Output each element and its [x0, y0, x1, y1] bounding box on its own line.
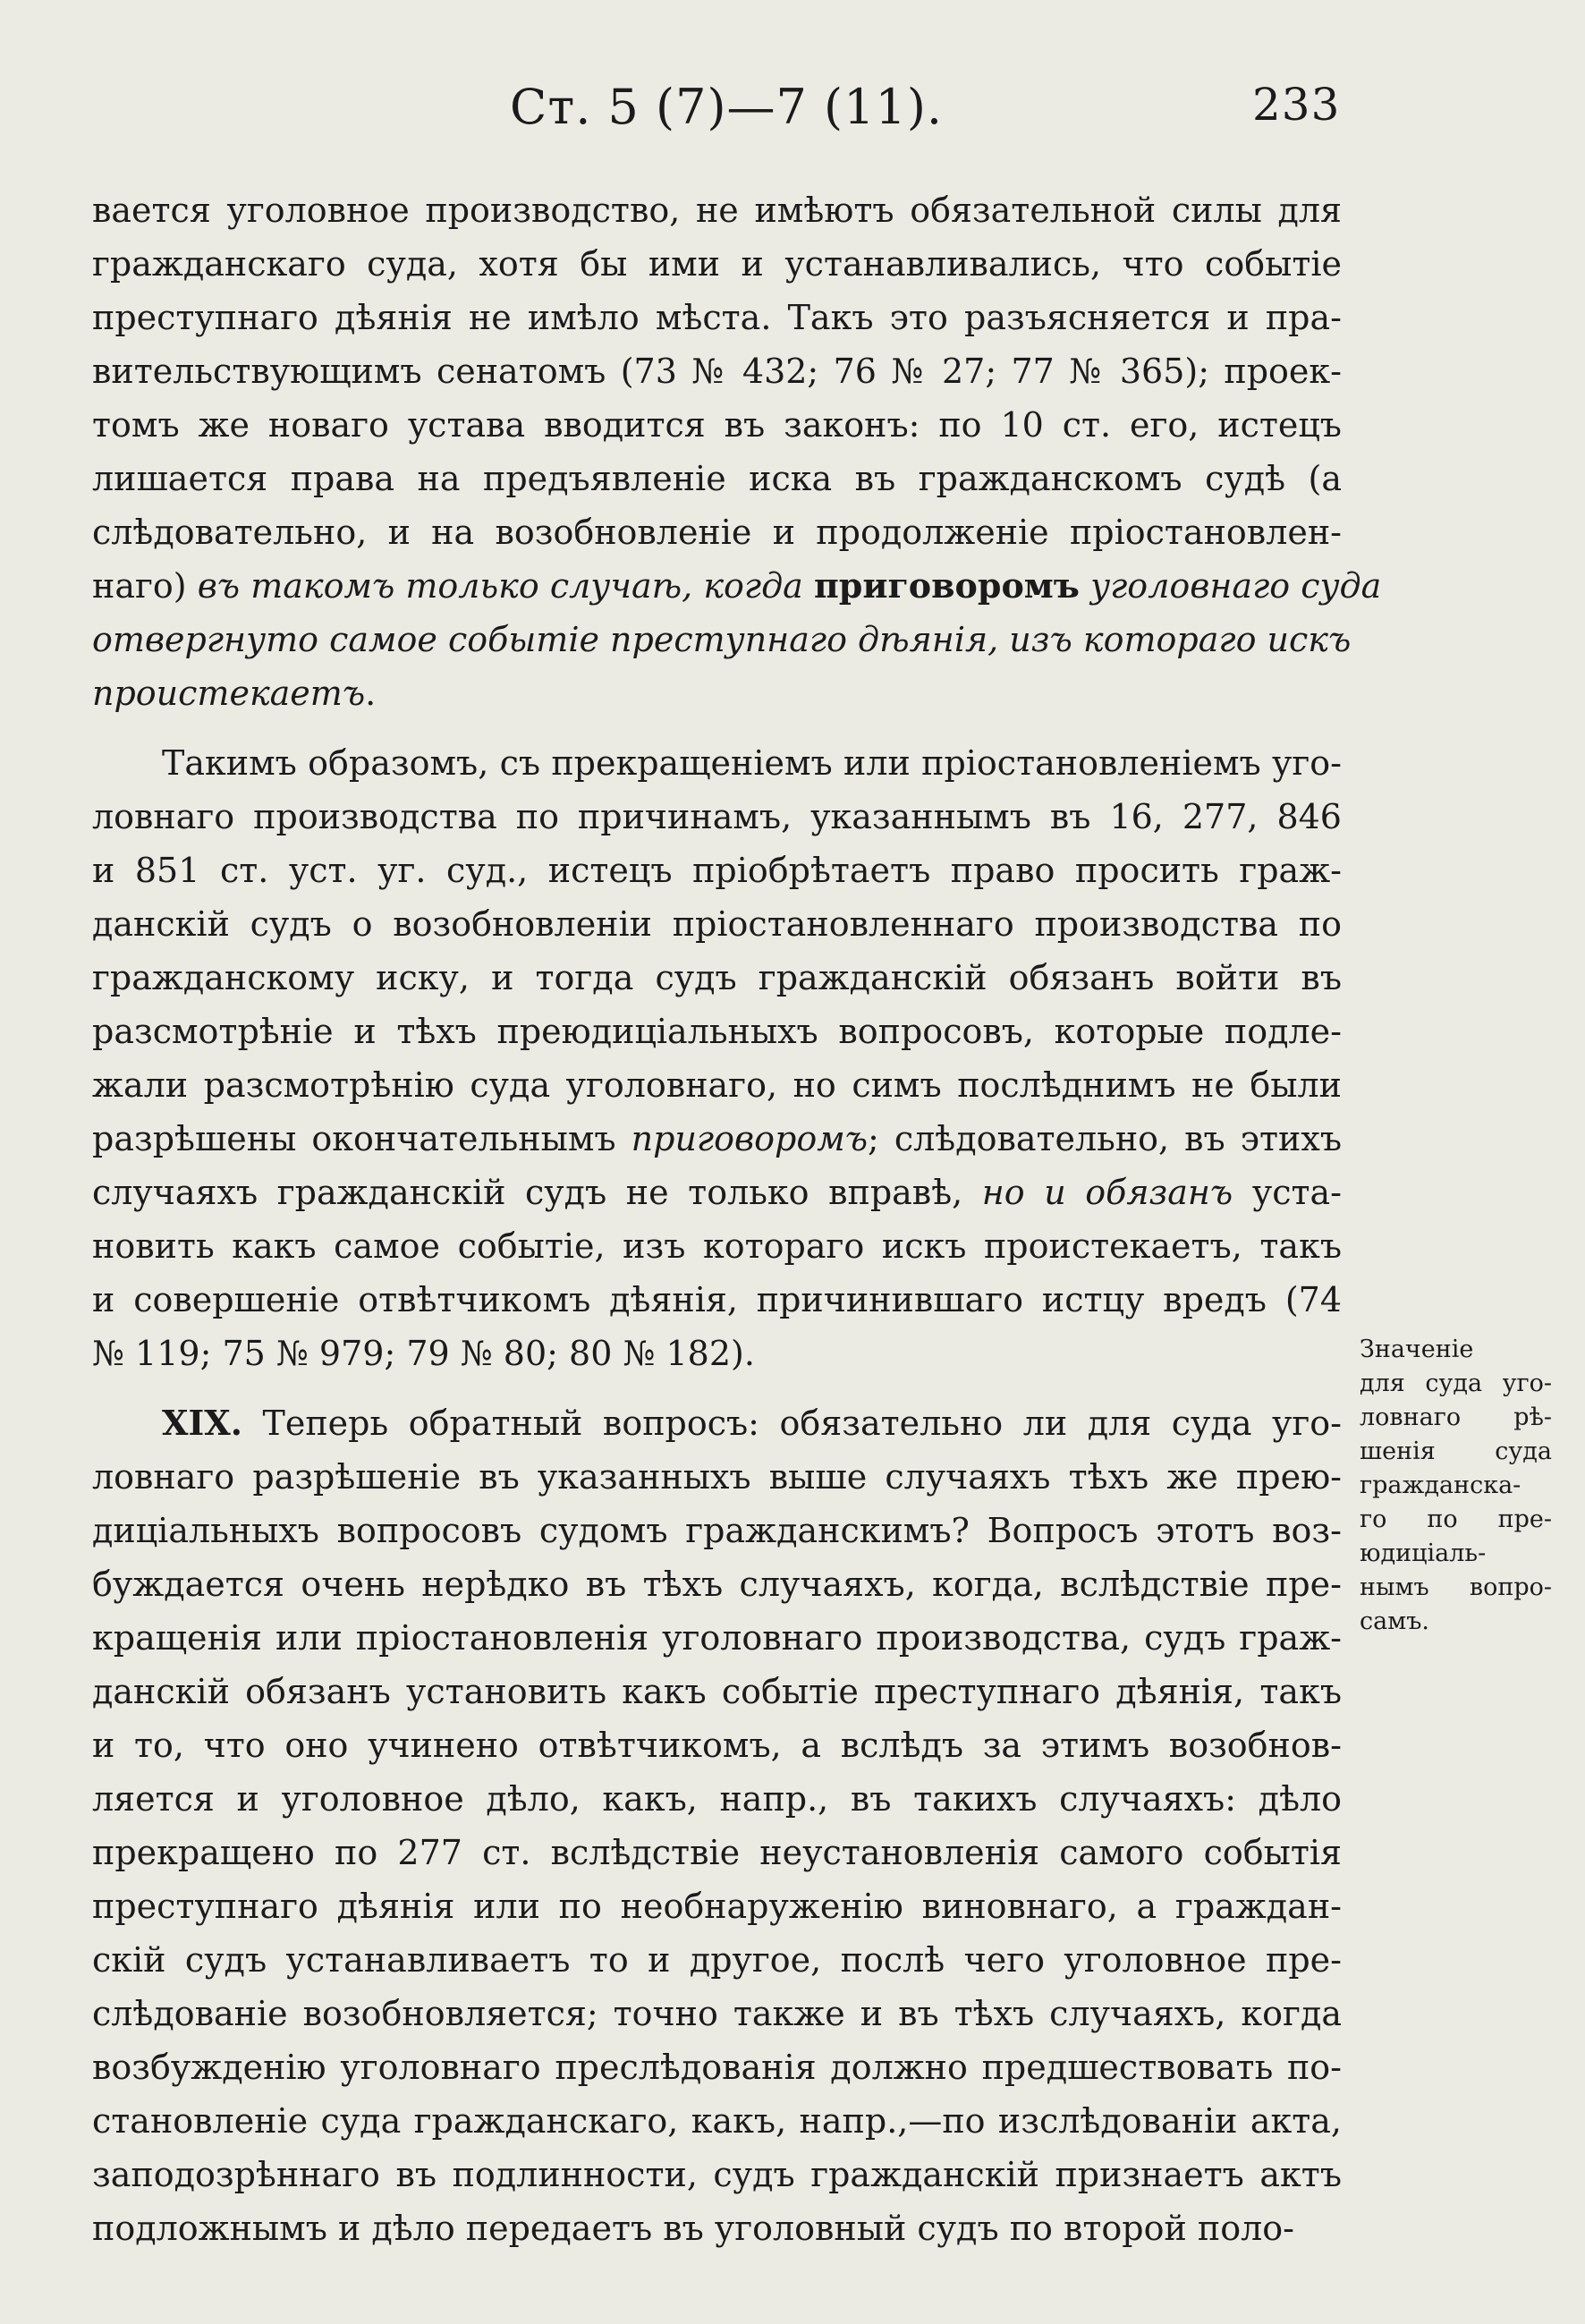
text-line	[92, 452, 1342, 505]
margin-note-line: юдиціаль-	[1360, 1539, 1487, 1567]
margin-note-line: ловнаго рѣ-	[1360, 1404, 1552, 1431]
text-line	[92, 1273, 1342, 1327]
text-segment: ловнаго производства по причинамъ, указаннымъ въ 16, 277, 846	[92, 797, 1342, 836]
page-header	[0, 79, 1585, 150]
text-segment	[803, 566, 814, 606]
text-line	[92, 183, 1342, 237]
text-line	[92, 1112, 1342, 1166]
text-line	[92, 1826, 1342, 1879]
text-segment: но и обязанъ	[981, 1173, 1233, 1212]
text-line	[92, 1772, 1342, 1826]
text-line	[92, 559, 1382, 613]
text-segment: приговоромъ	[813, 565, 1080, 606]
text-segment: вительствующимъ сенатомъ (73 № 432; 76 № 27; 77 № 365); проек-	[92, 352, 1342, 391]
text-segment: разрѣшены окончательнымъ	[92, 1119, 631, 1158]
text-segment: наго)	[92, 566, 198, 606]
text-segment: и 851 ст. уст. уг. суд., истецъ пріобрѣтаетъ право просить граж-	[92, 851, 1342, 890]
text-line	[92, 1166, 1342, 1219]
text-segment: становленіе суда гражданскаго, какъ, напр.,—по изслѣдованіи акта,	[92, 2101, 1342, 2141]
text-segment: заподозрѣннаго въ подлинности, судъ гражданскій признаетъ актъ	[92, 2155, 1342, 2194]
text-line	[92, 1005, 1342, 1058]
margin-note	[1360, 1333, 1552, 1639]
text-segment: случаяхъ гражданскій судъ не только вправѣ,	[92, 1173, 982, 1212]
text-line	[92, 2040, 1342, 2094]
text-segment: возбужденію уголовнаго преслѣдованія должно предшествовать по-	[92, 2048, 1342, 2087]
text-line	[92, 1450, 1342, 1504]
margin-note-line: нымъ вопро-	[1360, 1573, 1552, 1601]
text-segment: Такимъ образомъ, съ прекращеніемъ или пріостановленіемъ уго-	[162, 743, 1342, 783]
text-line	[92, 1557, 1342, 1611]
text-segment: и то, что оно учинено отвѣтчикомъ, а вслѣдъ за этимъ возобнов-	[92, 1726, 1342, 1765]
text-segment: разсмотрѣніе и тѣхъ преюдиціальныхъ вопросовъ, которые подле-	[92, 1012, 1342, 1051]
text-line	[92, 2201, 1342, 2255]
text-segment: томъ же новаго устава вводится въ законъ: по 10 ст. его, истецъ	[92, 405, 1342, 445]
text-line	[92, 951, 1342, 1005]
text-line	[92, 1987, 1342, 2040]
text-line	[92, 736, 1342, 790]
text-segment: подложнымъ и дѣло передаетъ въ уголовный судъ по второй поло-	[92, 2209, 1294, 2248]
margin-note-line: го по пре-	[1360, 1506, 1552, 1533]
text-segment: слѣдованіе возобновляется; точно также и въ тѣхъ случаяхъ, когда	[92, 1994, 1342, 2033]
text-line	[92, 1396, 1342, 1450]
text-segment: .	[365, 674, 377, 713]
text-line	[92, 1611, 1342, 1665]
text-line	[92, 344, 1342, 398]
margin-note-line: для суда уго-	[1360, 1370, 1552, 1397]
text-segment: слѣдовательно, и на возобновленіе и продолженіе пріостановлен-	[92, 513, 1342, 552]
text-line	[92, 1058, 1342, 1112]
text-segment: преступнаго дѣянія или по необнаруженію виновнаго, а граждан-	[92, 1887, 1342, 1926]
text-segment: скій судъ устанавливаетъ то и другое, послѣ чего уголовное пре-	[92, 1940, 1342, 1980]
text-line	[92, 2094, 1342, 2148]
text-segment: преступнаго дѣянія не имѣло мѣста. Такъ это разъясняется и пра-	[92, 298, 1342, 337]
text-line	[92, 666, 1342, 720]
text-segment: ; слѣдовательно, въ этихъ	[868, 1119, 1342, 1158]
text-line	[92, 398, 1342, 452]
text-segment: новить какъ самое событіе, изъ котораго искъ проистекаетъ, такъ	[92, 1226, 1342, 1266]
page-title: Ст. 5 (7)—7 (11).	[510, 79, 944, 135]
text-line	[92, 2148, 1342, 2201]
text-line	[92, 505, 1342, 559]
page-number: 233	[1252, 79, 1341, 131]
text-line	[92, 1665, 1342, 1718]
text-line	[92, 1718, 1342, 1772]
text-segment: ляется и уголовное дѣло, какъ, напр., въ такихъ случаяхъ: дѣло	[92, 1779, 1342, 1819]
text-line	[92, 790, 1342, 844]
text-segment: приговоромъ	[631, 1119, 869, 1158]
margin-note-line: шенія суда	[1360, 1438, 1552, 1465]
text-segment: отвергнуто самое событіе преступнаго дѣянія, изъ котораго искъ	[92, 620, 1352, 659]
text-segment: кращенія или пріостановленія уголовнаго производства, судъ граж-	[92, 1618, 1342, 1658]
text-segment: № 119; 75 № 979; 79 № 80; 80 № 182).	[92, 1334, 755, 1373]
text-line	[92, 844, 1342, 897]
text-line	[92, 1504, 1342, 1557]
text-line	[92, 1327, 1342, 1380]
body-text	[92, 183, 1382, 2255]
text-segment: жали разсмотрѣнію суда уголовнаго, но симъ послѣднимъ не были	[92, 1065, 1342, 1105]
text-segment	[1080, 566, 1090, 606]
text-segment: проистекаетъ	[92, 674, 366, 713]
text-line	[92, 1933, 1342, 1987]
text-segment: гражданскаго суда, хотя бы ими и устанавливались, что событіе	[92, 244, 1342, 284]
text-segment: прекращено по 277 ст. вслѣдствіе неустановленія самого событія	[92, 1833, 1342, 1872]
text-segment: гражданскому иску, и тогда судъ гражданскій обязанъ войти въ	[92, 958, 1342, 997]
margin-note-line: гражданска-	[1360, 1472, 1521, 1499]
text-segment: ловнаго разрѣшеніе въ указанныхъ выше случаяхъ тѣхъ же прею-	[92, 1457, 1342, 1497]
text-line	[92, 291, 1342, 344]
text-segment: лишается права на предъявленіе иска въ гражданскомъ судѣ (а	[92, 459, 1342, 498]
text-segment: уста-	[1233, 1173, 1342, 1212]
text-line	[92, 1219, 1342, 1273]
text-segment: данскій судъ о возобновленіи пріостановленнаго производства по	[92, 904, 1342, 944]
text-segment: и совершеніе отвѣтчикомъ дѣянія, причинившаго истцу вредъ (74	[92, 1280, 1342, 1319]
text-segment: въ такомъ только случаѣ, когда	[197, 566, 803, 606]
text-segment: данскій обязанъ установить какъ событіе преступнаго дѣянія, такъ	[92, 1672, 1342, 1711]
text-segment: диціальныхъ вопросовъ судомъ гражданскимъ? Вопросъ этотъ воз-	[92, 1511, 1342, 1550]
text-segment: вается уголовное производство, не имѣютъ обязательной силы для	[92, 191, 1342, 230]
margin-note-line: самъ.	[1360, 1607, 1429, 1635]
text-line	[92, 1879, 1342, 1933]
text-segment: уголовнаго суда	[1090, 566, 1382, 606]
text-segment: Теперь обратный вопросъ: обязательно ли для суда уго-	[242, 1404, 1342, 1443]
text-segment: XIX.	[162, 1403, 242, 1443]
text-line	[92, 613, 1352, 666]
text-segment: буждается очень нерѣдко въ тѣхъ случаяхъ, когда, вслѣдствіе пре-	[92, 1565, 1342, 1604]
margin-note-line: Значеніе	[1360, 1336, 1474, 1363]
text-line	[92, 897, 1342, 951]
text-line	[92, 237, 1342, 291]
